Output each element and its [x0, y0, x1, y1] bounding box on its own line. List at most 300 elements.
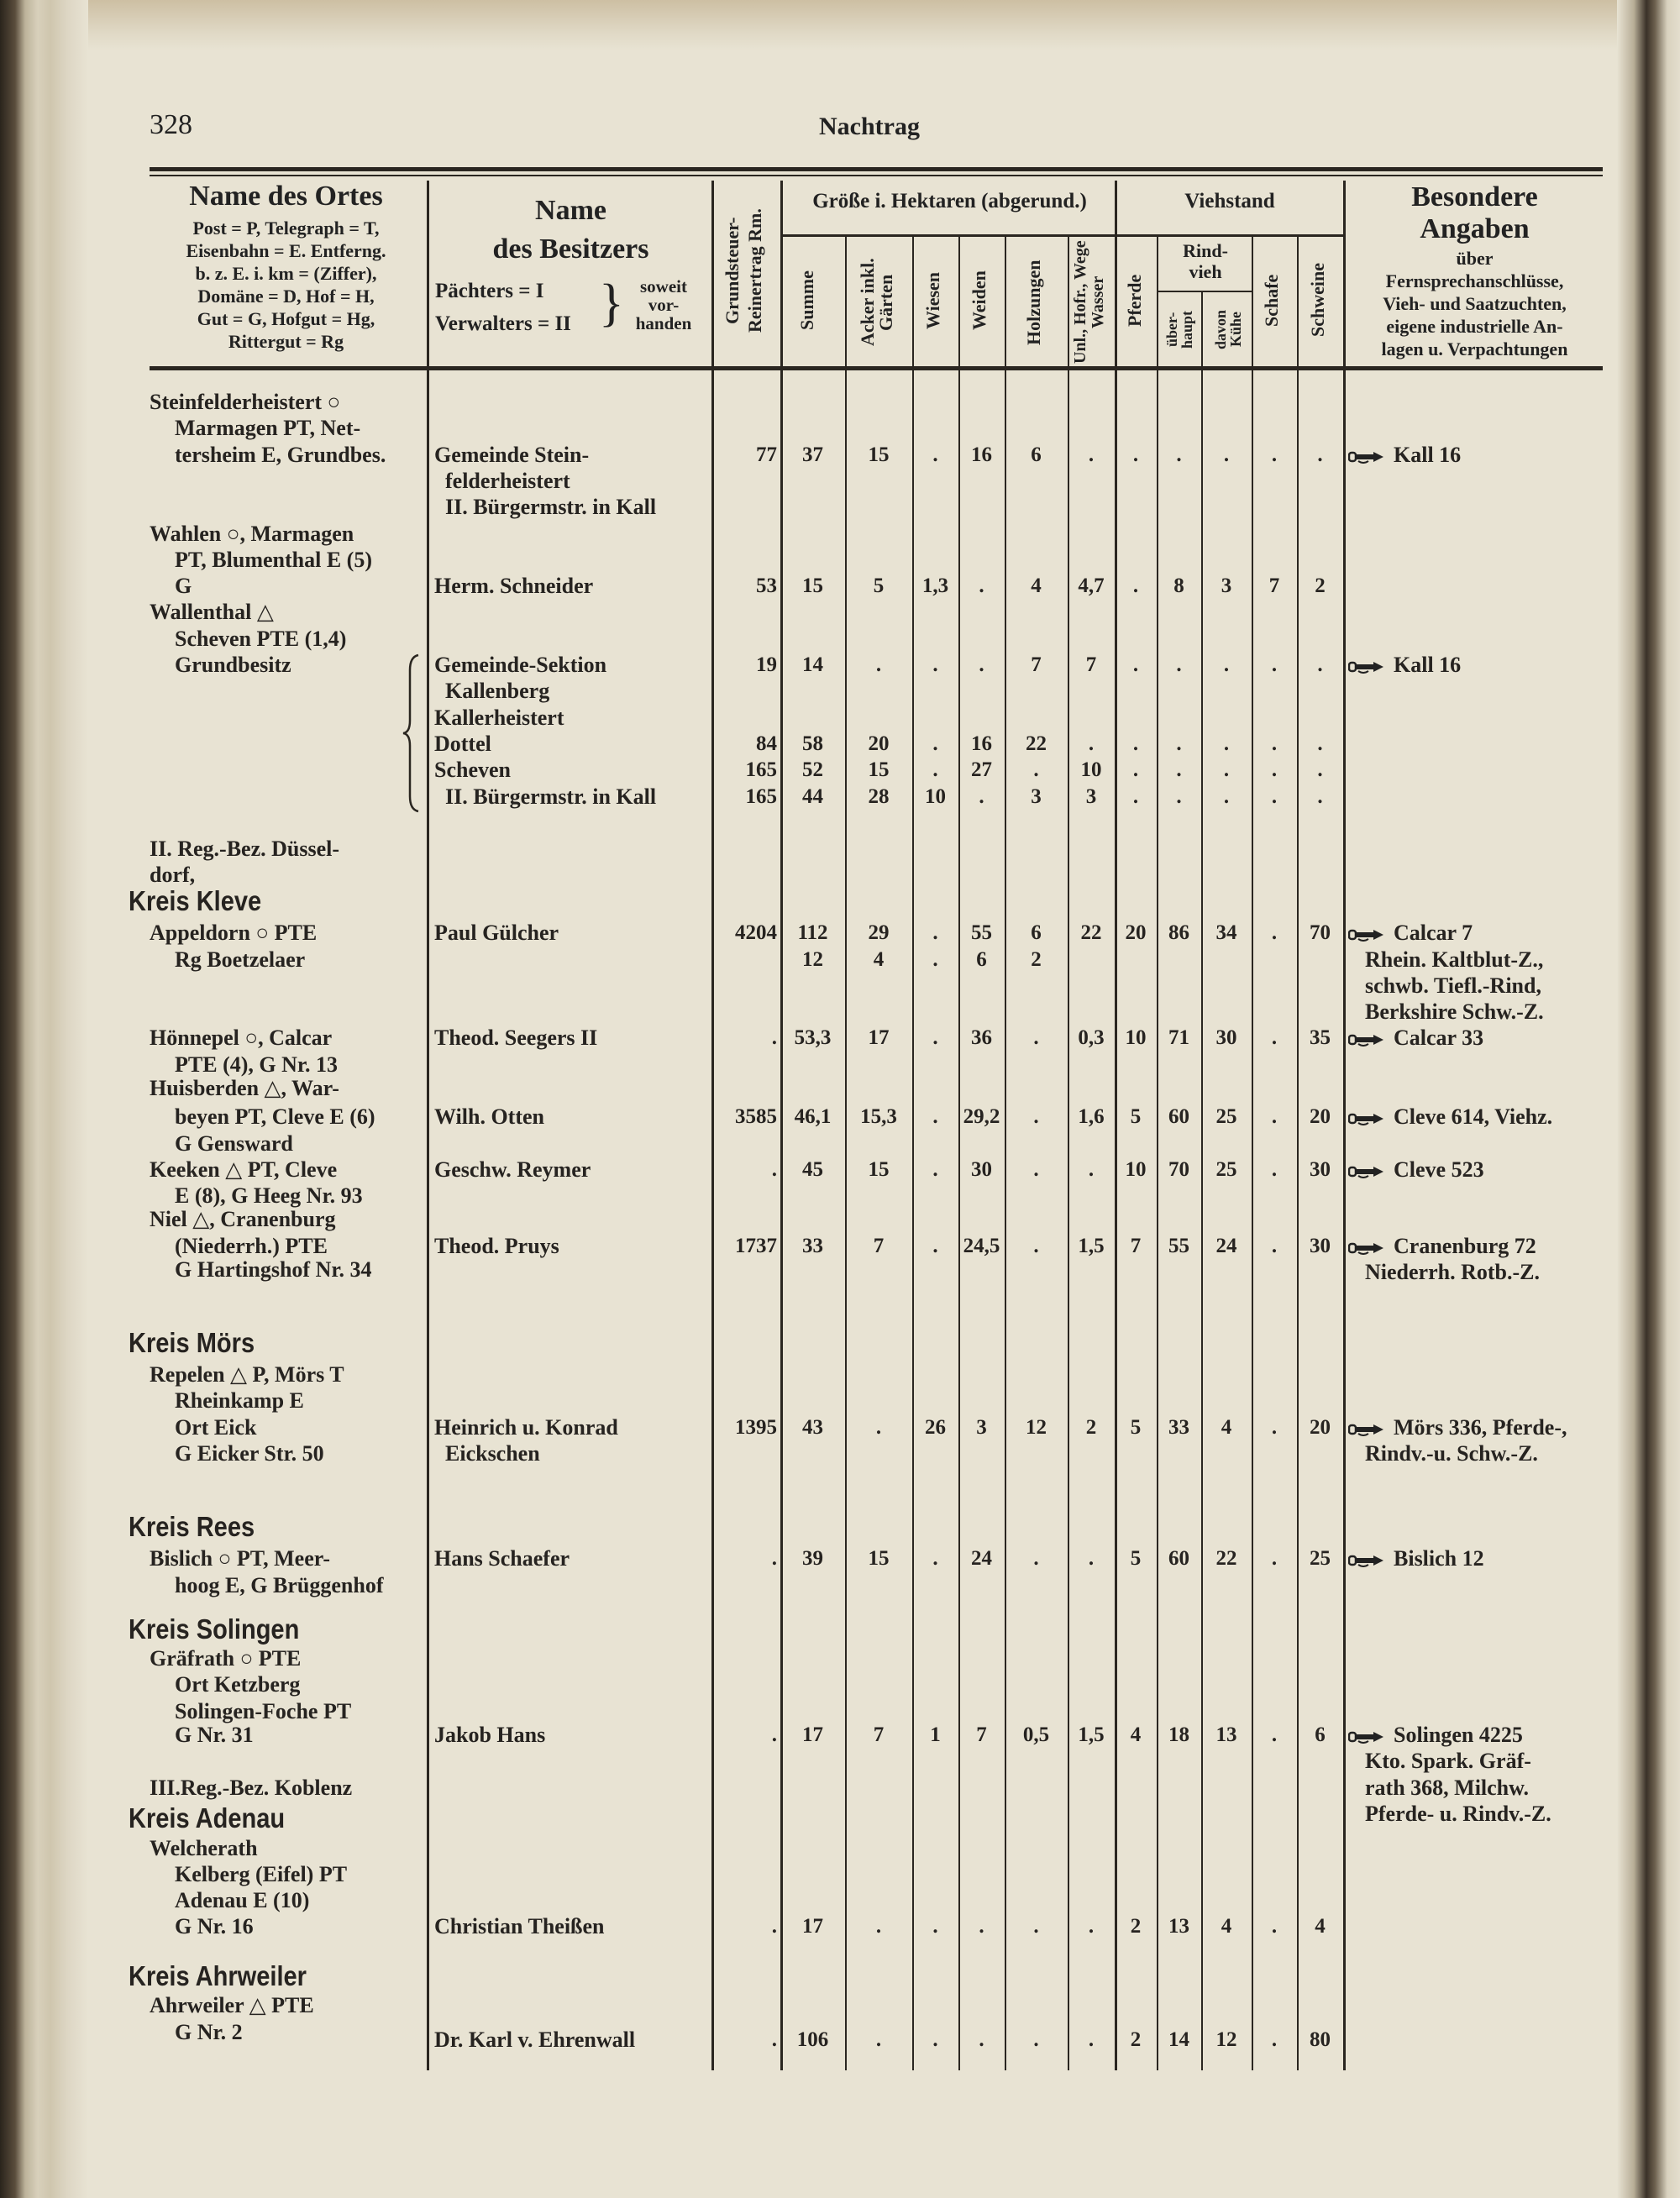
owner-name: Gemeinde Stein- — [434, 442, 590, 467]
remarks-line: über — [1456, 248, 1494, 269]
place-name: Marmagen PT, Net- — [175, 416, 361, 441]
remark-text: Cleve 523 — [1394, 1157, 1484, 1182]
cell-schafe: . — [1271, 1157, 1278, 1181]
col-header-acker: Acker inkl. Gärten — [857, 258, 896, 347]
legend-line: Rittergut = Rg — [228, 331, 344, 352]
cell-schweine: . — [1317, 784, 1323, 808]
cell-schweine: 70 — [1310, 921, 1331, 945]
place-name: Wallenthal △ — [150, 600, 274, 625]
cell-grundsteuer: 3585 — [735, 1105, 777, 1129]
place-name: (Niederrh.) PTE — [175, 1233, 328, 1258]
place-name: E (8), G Heeg Nr. 93 — [175, 1183, 363, 1209]
remark-text: Kall 16 — [1394, 653, 1462, 677]
cell-schweine: 25 — [1310, 1547, 1331, 1571]
cell-summe: 106 — [796, 2028, 829, 2051]
remark-text: Rhein. Kaltblut-Z., — [1365, 947, 1544, 972]
place-name: Bislich ○ PT, Meer- — [150, 1546, 330, 1571]
remark-text: Berkshire Schw.-Z. — [1365, 999, 1544, 1025]
remark-line — [1348, 1157, 1484, 1183]
cell-pferde: . — [1132, 784, 1139, 808]
cell-holzungen: . — [1033, 1234, 1039, 1257]
owner-name: Hans Schaefer — [434, 1546, 570, 1571]
cell-wiesen: 1 — [930, 1723, 941, 1746]
cell-schweine: 30 — [1310, 1234, 1331, 1257]
cell-kuehe: 12 — [1215, 2028, 1237, 2051]
cell-schafe: . — [1271, 1105, 1278, 1129]
cell-unland: . — [1088, 1915, 1095, 1938]
cell-grundsteuer: 165 — [745, 784, 777, 808]
remark-text: schwb. Tiefl.-Rind, — [1365, 973, 1541, 998]
cell-schweine: . — [1317, 732, 1323, 755]
place-name: Solingen-Foche PT — [175, 1698, 352, 1723]
place-name: Repelen △ P, Mörs T — [150, 1362, 344, 1388]
remark-line — [1365, 1440, 1538, 1466]
telephone-icon — [1348, 1730, 1385, 1744]
cell-grundsteuer: . — [771, 1547, 777, 1571]
owner-manager: Verwalters = II — [435, 312, 571, 335]
cell-schweine: . — [1317, 758, 1323, 782]
telephone-icon — [1348, 660, 1385, 674]
cell-unland: 0,3 — [1078, 1026, 1105, 1050]
remark-line — [1348, 442, 1461, 468]
cell-weiden: . — [979, 574, 984, 598]
cell-schafe: . — [1271, 653, 1278, 676]
cell-grundsteuer: 53 — [756, 574, 777, 598]
owner-note-line: soweit — [640, 276, 687, 296]
cell-wiesen: . — [932, 2028, 938, 2051]
place-name: Welcherath — [150, 1835, 258, 1860]
page-number: 328 — [150, 109, 192, 140]
cell-wiesen: . — [932, 1157, 938, 1181]
place-name: hoog E, G Brüggenhof — [175, 1572, 384, 1597]
remark-line — [1348, 1722, 1523, 1748]
cell-pferde: 10 — [1125, 1026, 1147, 1050]
cell-wiesen: . — [932, 443, 938, 466]
cell-weiden: 3 — [976, 1415, 987, 1439]
cell-schweine: . — [1317, 443, 1323, 466]
column-rule — [1115, 181, 1117, 2070]
column-rule — [1297, 237, 1299, 2070]
place-name: Ort Eick — [175, 1414, 257, 1440]
cell-pferde: 10 — [1125, 1157, 1147, 1181]
cell-summe: 44 — [802, 784, 823, 808]
cell-holzungen: . — [1033, 1547, 1039, 1571]
owner-name: Gemeinde-Sektion — [434, 653, 607, 677]
remarks-subtitle — [1347, 247, 1603, 360]
cell-acker: . — [875, 1415, 882, 1439]
cell-acker: 15 — [868, 443, 890, 466]
cell-weiden: 16 — [971, 732, 992, 755]
place-name: G Eicker Str. 50 — [175, 1441, 324, 1466]
district-heading: Kreis Kleve — [129, 884, 262, 916]
place-name: Rg Boetzelaer — [175, 947, 306, 972]
cell-weiden: 27 — [971, 758, 992, 782]
cell-acker: 17 — [868, 1026, 890, 1050]
cell-rindvieh: 33 — [1168, 1415, 1189, 1439]
cell-unland: 1,5 — [1078, 1234, 1105, 1257]
cell-summe: 112 — [797, 921, 828, 945]
remark-line — [1348, 1414, 1567, 1440]
cell-summe: 43 — [802, 1415, 823, 1439]
cell-acker: 7 — [873, 1723, 885, 1746]
owner-tenant: Pächters = I — [435, 280, 544, 302]
owner-name: II. Bürgermstr. in Kall — [445, 784, 657, 809]
place-name: Rheinkamp E — [175, 1388, 304, 1414]
cell-weiden: 29,2 — [963, 1105, 1000, 1129]
header-bottom-rule — [150, 366, 1603, 370]
cell-acker: 15 — [868, 1547, 890, 1571]
cell-schafe: . — [1271, 732, 1278, 755]
remark-text: Cleve 614, Viehz. — [1394, 1104, 1553, 1130]
cell-kuehe: 13 — [1215, 1723, 1237, 1746]
hectares-rule — [781, 234, 1116, 237]
cell-rindvieh: 8 — [1173, 574, 1184, 598]
cell-grundsteuer: . — [771, 2028, 777, 2051]
cell-acker: 15 — [868, 758, 890, 782]
cell-schweine: 80 — [1310, 2028, 1331, 2051]
region-heading: dorf, — [150, 863, 196, 888]
region-heading: II. Reg.-Bez. Düssel- — [150, 837, 340, 862]
column-rule — [780, 181, 783, 2070]
cell-weiden: 7 — [976, 1723, 987, 1746]
cell-kuehe: . — [1223, 758, 1230, 782]
cell-rindvieh: 14 — [1168, 2028, 1189, 2051]
place-name: PT, Blumenthal E (5) — [175, 547, 372, 572]
cell-acker: 20 — [868, 732, 890, 755]
place-name: Niel △, Cranenburg — [150, 1207, 336, 1232]
cell-pferde: . — [1132, 443, 1139, 466]
owner-name: Jakob Hans — [434, 1722, 546, 1747]
place-name: PTE (4), G Nr. 13 — [175, 1052, 339, 1077]
cell-holzungen: 6 — [1031, 921, 1042, 945]
cell-rindvieh: 86 — [1168, 921, 1189, 945]
remark-line — [1348, 1104, 1552, 1130]
cell-unland: . — [1088, 732, 1095, 755]
cell-unland: 1,6 — [1078, 1105, 1105, 1129]
cell-grundsteuer: 1737 — [735, 1234, 777, 1257]
cell-kuehe: . — [1223, 732, 1230, 755]
cell-schweine: 20 — [1310, 1415, 1331, 1439]
cell-acker: . — [875, 653, 882, 676]
place-name: G Gensward — [175, 1130, 293, 1156]
cell-schafe: 7 — [1268, 574, 1280, 598]
cell-holzungen: . — [1033, 1105, 1039, 1129]
place-name: G Nr. 16 — [175, 1914, 254, 1939]
place-name: Adenau E (10) — [175, 1888, 310, 1913]
cell-kuehe: . — [1223, 784, 1230, 808]
cell-wiesen: . — [932, 921, 938, 945]
remark-text: Calcar 33 — [1394, 1026, 1484, 1051]
district-heading: Kreis Mörs — [129, 1326, 255, 1358]
remarks-line: lagen u. Verpachtungen — [1381, 338, 1568, 359]
column-rule — [1252, 237, 1253, 2070]
cell-summe: 37 — [802, 443, 823, 466]
column-rule — [845, 237, 847, 2070]
cell-pferde: 7 — [1130, 1234, 1142, 1257]
telephone-icon — [1348, 1554, 1385, 1567]
place-name: Gräfrath ○ PTE — [150, 1646, 302, 1671]
telephone-icon — [1348, 450, 1385, 464]
col-header-weiden: Weiden — [969, 270, 990, 330]
cell-summe: 45 — [802, 1157, 823, 1181]
telephone-icon — [1348, 1165, 1385, 1178]
cell-rindvieh: 70 — [1168, 1157, 1189, 1181]
cell-schafe: . — [1271, 443, 1278, 466]
place-header-title: Name des Ortes — [189, 181, 383, 212]
cell-rindvieh: 18 — [1168, 1723, 1189, 1746]
cell-grundsteuer: . — [771, 1723, 777, 1746]
owner-brace: } — [599, 275, 624, 332]
cell-kuehe: . — [1223, 443, 1230, 466]
owner-name: Theod. Pruys — [434, 1233, 559, 1258]
telephone-icon — [1348, 928, 1385, 942]
remark-line — [1365, 999, 1544, 1025]
remarks-line: Vieh- und Saatzuchten, — [1383, 293, 1567, 314]
book-page-edges — [0, 0, 88, 2198]
cell-grundsteuer: 77 — [756, 443, 777, 466]
owner-name: Scheven — [434, 758, 511, 783]
cell-acker: 5 — [873, 574, 885, 598]
group-brace — [402, 653, 422, 813]
col-header-pferde: Pferde — [1124, 274, 1145, 327]
cell-holzungen: . — [1033, 1157, 1039, 1181]
cell-schweine: 2 — [1315, 574, 1326, 598]
legend-line: b. z. E. i. km = (Ziffer), — [195, 263, 377, 284]
owner-name: Wilh. Otten — [434, 1104, 544, 1130]
cell-wiesen: . — [932, 732, 938, 755]
cell-summe: 53,3 — [794, 1026, 832, 1050]
cell-holzungen: 0,5 — [1022, 1723, 1050, 1746]
cell-unland: . — [1088, 2028, 1095, 2051]
remark-text: Cranenburg 72 — [1394, 1233, 1536, 1258]
cell-schweine: 6 — [1315, 1723, 1326, 1746]
cell-wiesen: . — [932, 947, 938, 971]
remark-line — [1365, 1801, 1551, 1827]
owner-name: felderheistert — [445, 468, 570, 493]
livestock-header: Viehstand — [1184, 190, 1275, 212]
place-name: G Nr. 2 — [175, 2019, 243, 2044]
book-gutter — [1617, 0, 1680, 2198]
cell-unland: 10 — [1080, 758, 1102, 782]
cell-holzungen: 7 — [1031, 653, 1042, 676]
cell-acker: . — [875, 1915, 882, 1938]
owner-note — [623, 277, 704, 333]
cell-weiden: . — [979, 784, 984, 808]
remark-line — [1365, 1775, 1529, 1801]
owner-name: II. Bürgermstr. in Kall — [445, 495, 657, 520]
cell-holzungen: 4 — [1031, 574, 1042, 598]
cell-grundsteuer: 84 — [756, 732, 777, 755]
col-header-unland: Unl., Hofr., Wege Wasser — [1071, 240, 1107, 365]
cell-kuehe: 30 — [1215, 1026, 1237, 1050]
cell-kuehe: 4 — [1221, 1415, 1232, 1439]
cell-unland: 1,5 — [1078, 1723, 1105, 1746]
place-name: Scheven PTE (1,4) — [175, 626, 347, 651]
cell-holzungen: . — [1033, 758, 1039, 782]
cell-schafe: . — [1271, 1915, 1278, 1938]
owner-name: Dr. Karl v. Ehrenwall — [434, 2027, 636, 2052]
cell-summe: 52 — [802, 758, 823, 782]
column-rule — [1201, 292, 1203, 2070]
page-top-shadow — [0, 0, 1680, 50]
cell-pferde: . — [1132, 574, 1139, 598]
cell-summe: 14 — [802, 653, 823, 676]
cell-wiesen: 1,3 — [921, 574, 949, 598]
remark-text: rath 368, Milchw. — [1365, 1775, 1529, 1800]
remark-text: Kall 16 — [1394, 442, 1462, 467]
telephone-icon — [1348, 1241, 1385, 1255]
place-header-legend — [150, 217, 423, 353]
cell-schafe: . — [1271, 758, 1278, 782]
district-heading: Kreis Ahrweiler — [129, 1960, 307, 1991]
cell-holzungen: 6 — [1031, 443, 1042, 466]
cell-acker: 15 — [868, 1157, 890, 1181]
cell-wiesen: . — [932, 758, 938, 782]
cell-wiesen: . — [932, 653, 938, 676]
cell-summe: 58 — [802, 732, 823, 755]
col-header-schafe: Schafe — [1261, 274, 1282, 327]
remark-line — [1348, 1233, 1536, 1259]
legend-line: Domäne = D, Hof = H, — [197, 286, 375, 307]
col-header-summe: Summe — [796, 270, 817, 330]
cell-schafe: . — [1271, 921, 1278, 945]
place-name: Huisberden △, War- — [150, 1075, 339, 1100]
owner-name: Paul Gülcher — [434, 921, 559, 946]
cell-schafe: . — [1271, 1723, 1278, 1746]
cell-summe: 39 — [802, 1547, 823, 1571]
cell-weiden: 24 — [971, 1547, 992, 1571]
legend-line: Eisenbahn = E. Entferng. — [186, 240, 386, 261]
remark-line — [1365, 947, 1543, 973]
place-name: G Hartingshof Nr. 34 — [175, 1256, 372, 1282]
cell-schweine: 35 — [1310, 1026, 1331, 1050]
remark-line — [1365, 1259, 1540, 1285]
cell-acker: 15,3 — [860, 1105, 897, 1129]
cell-unland: . — [1088, 443, 1095, 466]
cell-acker: 29 — [868, 921, 890, 945]
cell-schafe: . — [1271, 1415, 1278, 1439]
remarks-title-1: Besondere — [1411, 181, 1538, 212]
place-name: G — [175, 574, 192, 599]
owner-name: Eickschen — [445, 1441, 540, 1466]
column-rule — [427, 181, 429, 2070]
cell-schafe: . — [1271, 1547, 1278, 1571]
cell-wiesen: . — [932, 1547, 938, 1571]
remarks-title-2: Angaben — [1420, 213, 1530, 244]
cell-grundsteuer: . — [771, 1157, 777, 1181]
cell-unland: . — [1088, 1547, 1095, 1571]
place-name: Appeldorn ○ PTE — [150, 921, 318, 946]
telephone-icon — [1348, 1112, 1385, 1125]
legend-line: Gut = G, Hofgut = Hg, — [197, 308, 375, 329]
cell-wiesen: . — [932, 1105, 938, 1129]
cell-kuehe: 4 — [1221, 1915, 1232, 1938]
district-heading: Kreis Adenau — [129, 1802, 286, 1834]
district-heading: Kreis Rees — [129, 1510, 255, 1542]
cell-holzungen: . — [1033, 1026, 1039, 1050]
remark-line — [1365, 1748, 1531, 1774]
legend-line: Post = P, Telegraph = T, — [192, 218, 380, 239]
remark-text: Niederrh. Rotb.-Z. — [1365, 1260, 1540, 1285]
cell-acker: . — [875, 2028, 882, 2051]
cell-kuehe: 34 — [1215, 921, 1237, 945]
cell-kuehe: 25 — [1215, 1157, 1237, 1181]
cell-schafe: . — [1271, 1234, 1278, 1257]
cell-pferde: . — [1132, 732, 1139, 755]
cell-pferde: . — [1132, 758, 1139, 782]
cell-summe: 12 — [802, 947, 823, 971]
remarks-line: Fernsprechanschlüsse, — [1385, 270, 1564, 291]
owner-name: Christian Theißen — [434, 1914, 605, 1939]
telephone-icon — [1348, 1423, 1385, 1436]
cell-rindvieh: . — [1176, 443, 1182, 466]
col-header-ueberhaupt: über-haupt — [1163, 310, 1195, 349]
cell-weiden: 6 — [976, 947, 987, 971]
remark-text: Pferde- u. Rindv.-Z. — [1365, 1801, 1551, 1826]
cell-weiden: . — [979, 1915, 984, 1938]
cell-wiesen: 10 — [925, 784, 946, 808]
cell-pferde: 5 — [1130, 1105, 1142, 1129]
place-name: Grundbesitz — [175, 653, 291, 677]
cell-pferde: 2 — [1130, 1915, 1142, 1938]
cell-unland: 4,7 — [1078, 574, 1105, 598]
place-name: Hönnepel ○, Calcar — [150, 1026, 333, 1051]
cell-grundsteuer: 19 — [756, 653, 777, 676]
col-header-wiesen: Wiesen — [922, 271, 943, 329]
cell-kuehe: . — [1223, 653, 1230, 676]
cell-weiden: 36 — [971, 1026, 992, 1050]
cell-pferde: . — [1132, 653, 1139, 676]
col-header-kuehe: davon Kühe — [1212, 309, 1244, 349]
cell-weiden: 30 — [971, 1157, 992, 1181]
cell-rindvieh: . — [1176, 758, 1182, 782]
remark-line — [1348, 920, 1473, 946]
cattle-rule — [1158, 291, 1252, 292]
owner-header-title-2: des Besitzers — [492, 233, 649, 265]
cell-summe: 15 — [802, 574, 823, 598]
col-header-holzungen: Holzungen — [1023, 260, 1044, 345]
cell-rindvieh: . — [1176, 732, 1182, 755]
remark-text: Mörs 336, Pferde-, — [1394, 1414, 1567, 1440]
cell-pferde: 4 — [1130, 1723, 1142, 1746]
cell-acker: 4 — [873, 947, 885, 971]
cell-rindvieh: 13 — [1168, 1915, 1189, 1938]
cell-rindvieh: . — [1176, 784, 1182, 808]
cell-schweine: . — [1317, 653, 1323, 676]
place-name: Kelberg (Eifel) PT — [175, 1861, 348, 1886]
cell-summe: 17 — [802, 1915, 823, 1938]
cell-schafe: . — [1271, 2028, 1278, 2051]
cell-grundsteuer: 165 — [745, 758, 777, 782]
cell-wiesen: 26 — [925, 1415, 946, 1439]
place-name: tersheim E, Grundbes. — [175, 442, 386, 467]
cell-rindvieh: 60 — [1168, 1547, 1189, 1571]
remark-line — [1365, 973, 1541, 999]
cell-kuehe: 25 — [1215, 1105, 1237, 1129]
cell-schafe: . — [1271, 1026, 1278, 1050]
place-name: Steinfelderheistert ○ — [150, 390, 341, 414]
cell-grundsteuer: 4204 — [735, 921, 777, 945]
owner-name: Dottel — [434, 731, 491, 756]
hectares-header: Größe i. Hektaren (abgerund.) — [812, 190, 1087, 212]
cell-acker: 28 — [868, 784, 890, 808]
owner-note-line: handen — [635, 313, 692, 333]
cell-unland: 3 — [1085, 784, 1097, 808]
column-rule — [1343, 181, 1346, 2070]
remark-text: Rindv.-u. Schw.-Z. — [1365, 1441, 1538, 1466]
cell-schweine: 20 — [1310, 1105, 1331, 1129]
cell-rindvieh: 60 — [1168, 1105, 1189, 1129]
